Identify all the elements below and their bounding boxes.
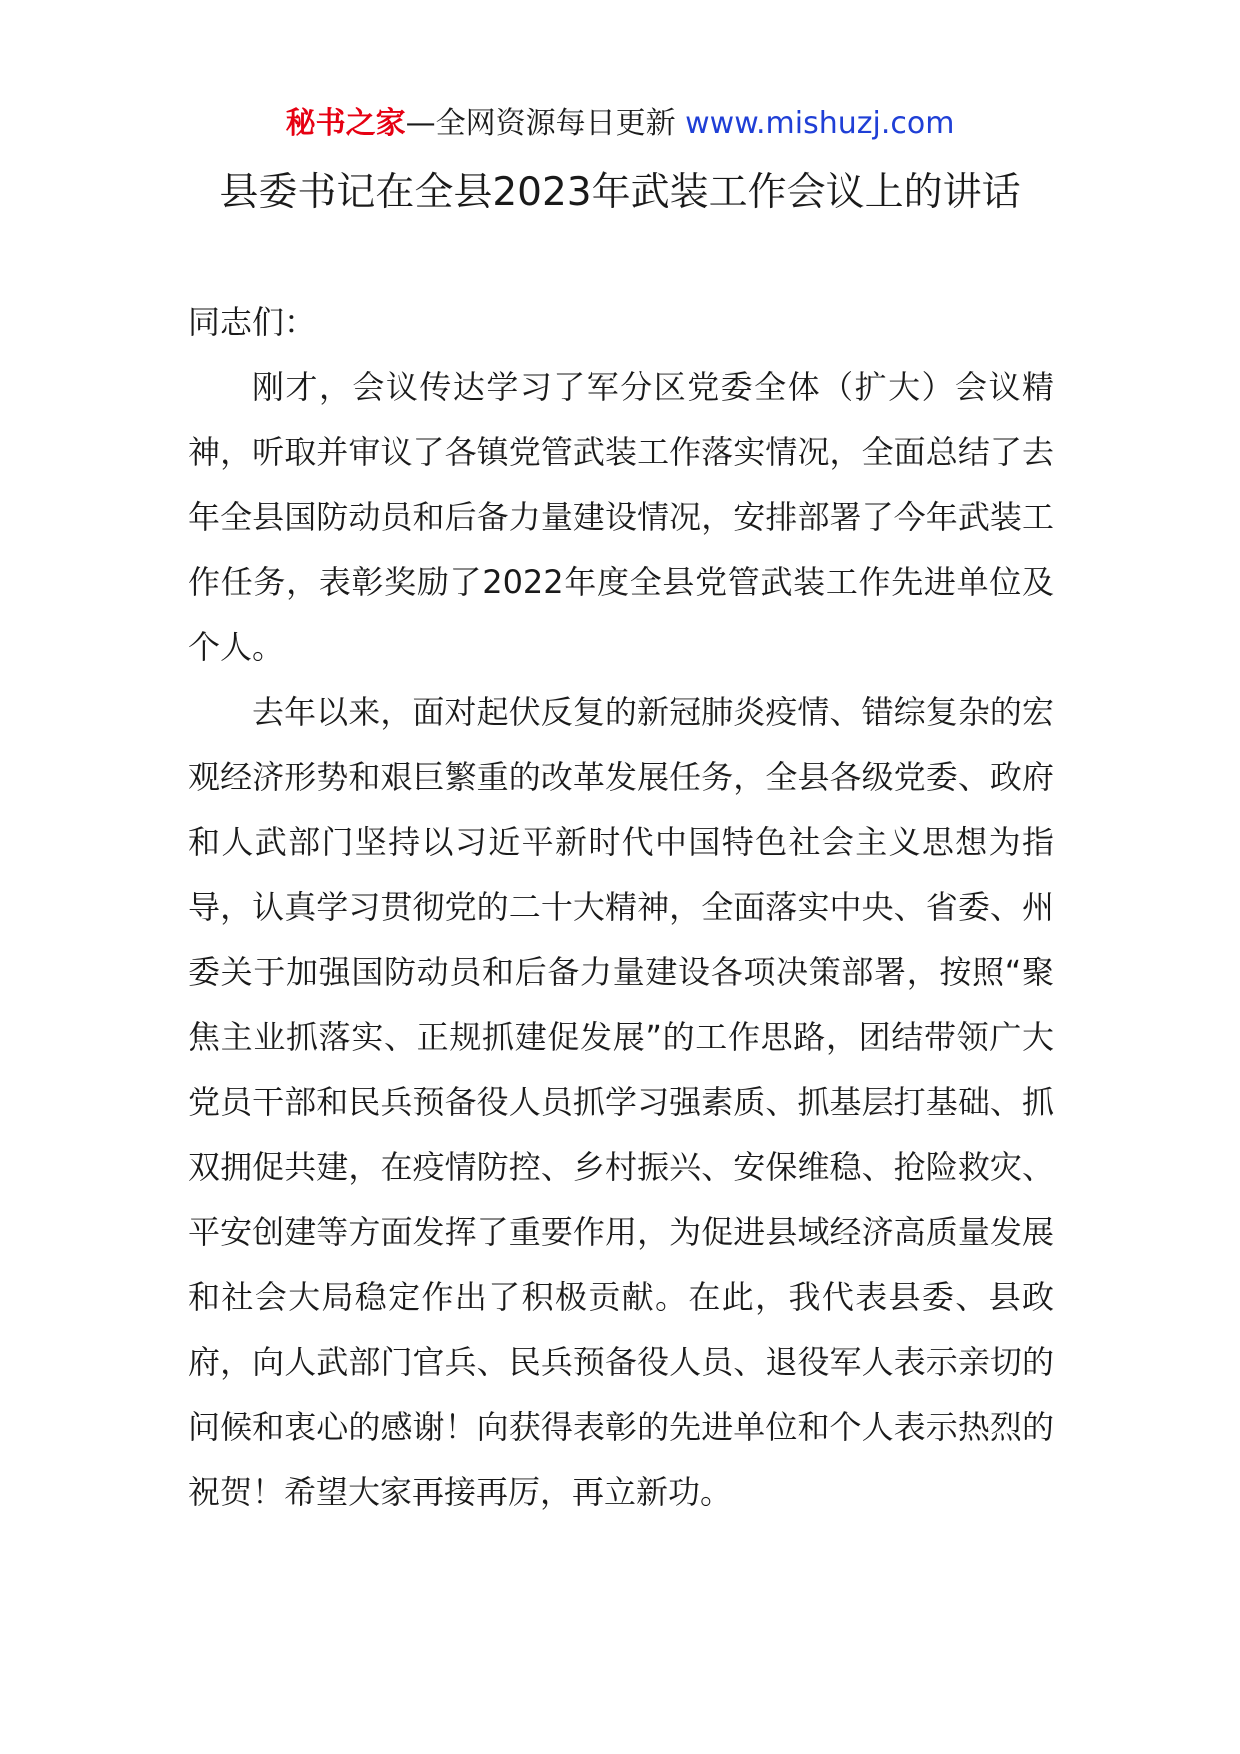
site-header [0, 100, 1240, 148]
document-title: 县委书记在全县2023年武装工作会议上的讲话 [219, 170, 1021, 215]
body-paragraph: 刚才，会议传达学习了军分区党委全体（扩大）会议精神，听取并审议了各镇党管武装工作落实情况，全面总结了去年全县国防动员和后备力量建设情况，安排部署了今年武装工作任务，表彰奖励了2022年度全县党管武装工作先进单位及个人。 [188, 368, 1054, 666]
salutation: 同志们： [188, 303, 317, 341]
header-tagline: —全网资源每日更新 [405, 106, 676, 141]
body-paragraph: 去年以来，面对起伏反复的新冠肺炎疫情、错综复杂的宏观经济形势和艰巨繁重的改革发展任务，全县各级党委、政府和人武部门坚持以习近平新时代中国特色社会主义思想为指导，认真学习贯彻党的二十大精神，全面落实中央、省委、州委关于加强国防动员和后备力量建设各项决策部署，按照“聚焦主业抓落实、正规抓建促发展”的工作思路，团结带领广大党员干部和民兵预备役人员抓学习强素质、抓基层打基础、抓双拥促共建，在疫情防控、乡村振兴、安保维稳、抢险救灾、平安创建等方面发挥了重要作用，为促进县域经济高质量发展和社会大局稳定作出了积极贡献。在此，我代表县委、县政府，向人武部门官兵、民兵预备役人员、退役军人表示亲切的问候和衷心的感谢！向获得表彰的先进单位和个人表示热烈的祝贺！希望大家再接再厉，再立新功。 [188, 693, 1054, 1511]
document-body [188, 290, 1054, 1525]
site-url-link[interactable]: www.mishuzj.com [685, 106, 955, 141]
brand-name: 秘书之家 [285, 106, 406, 141]
